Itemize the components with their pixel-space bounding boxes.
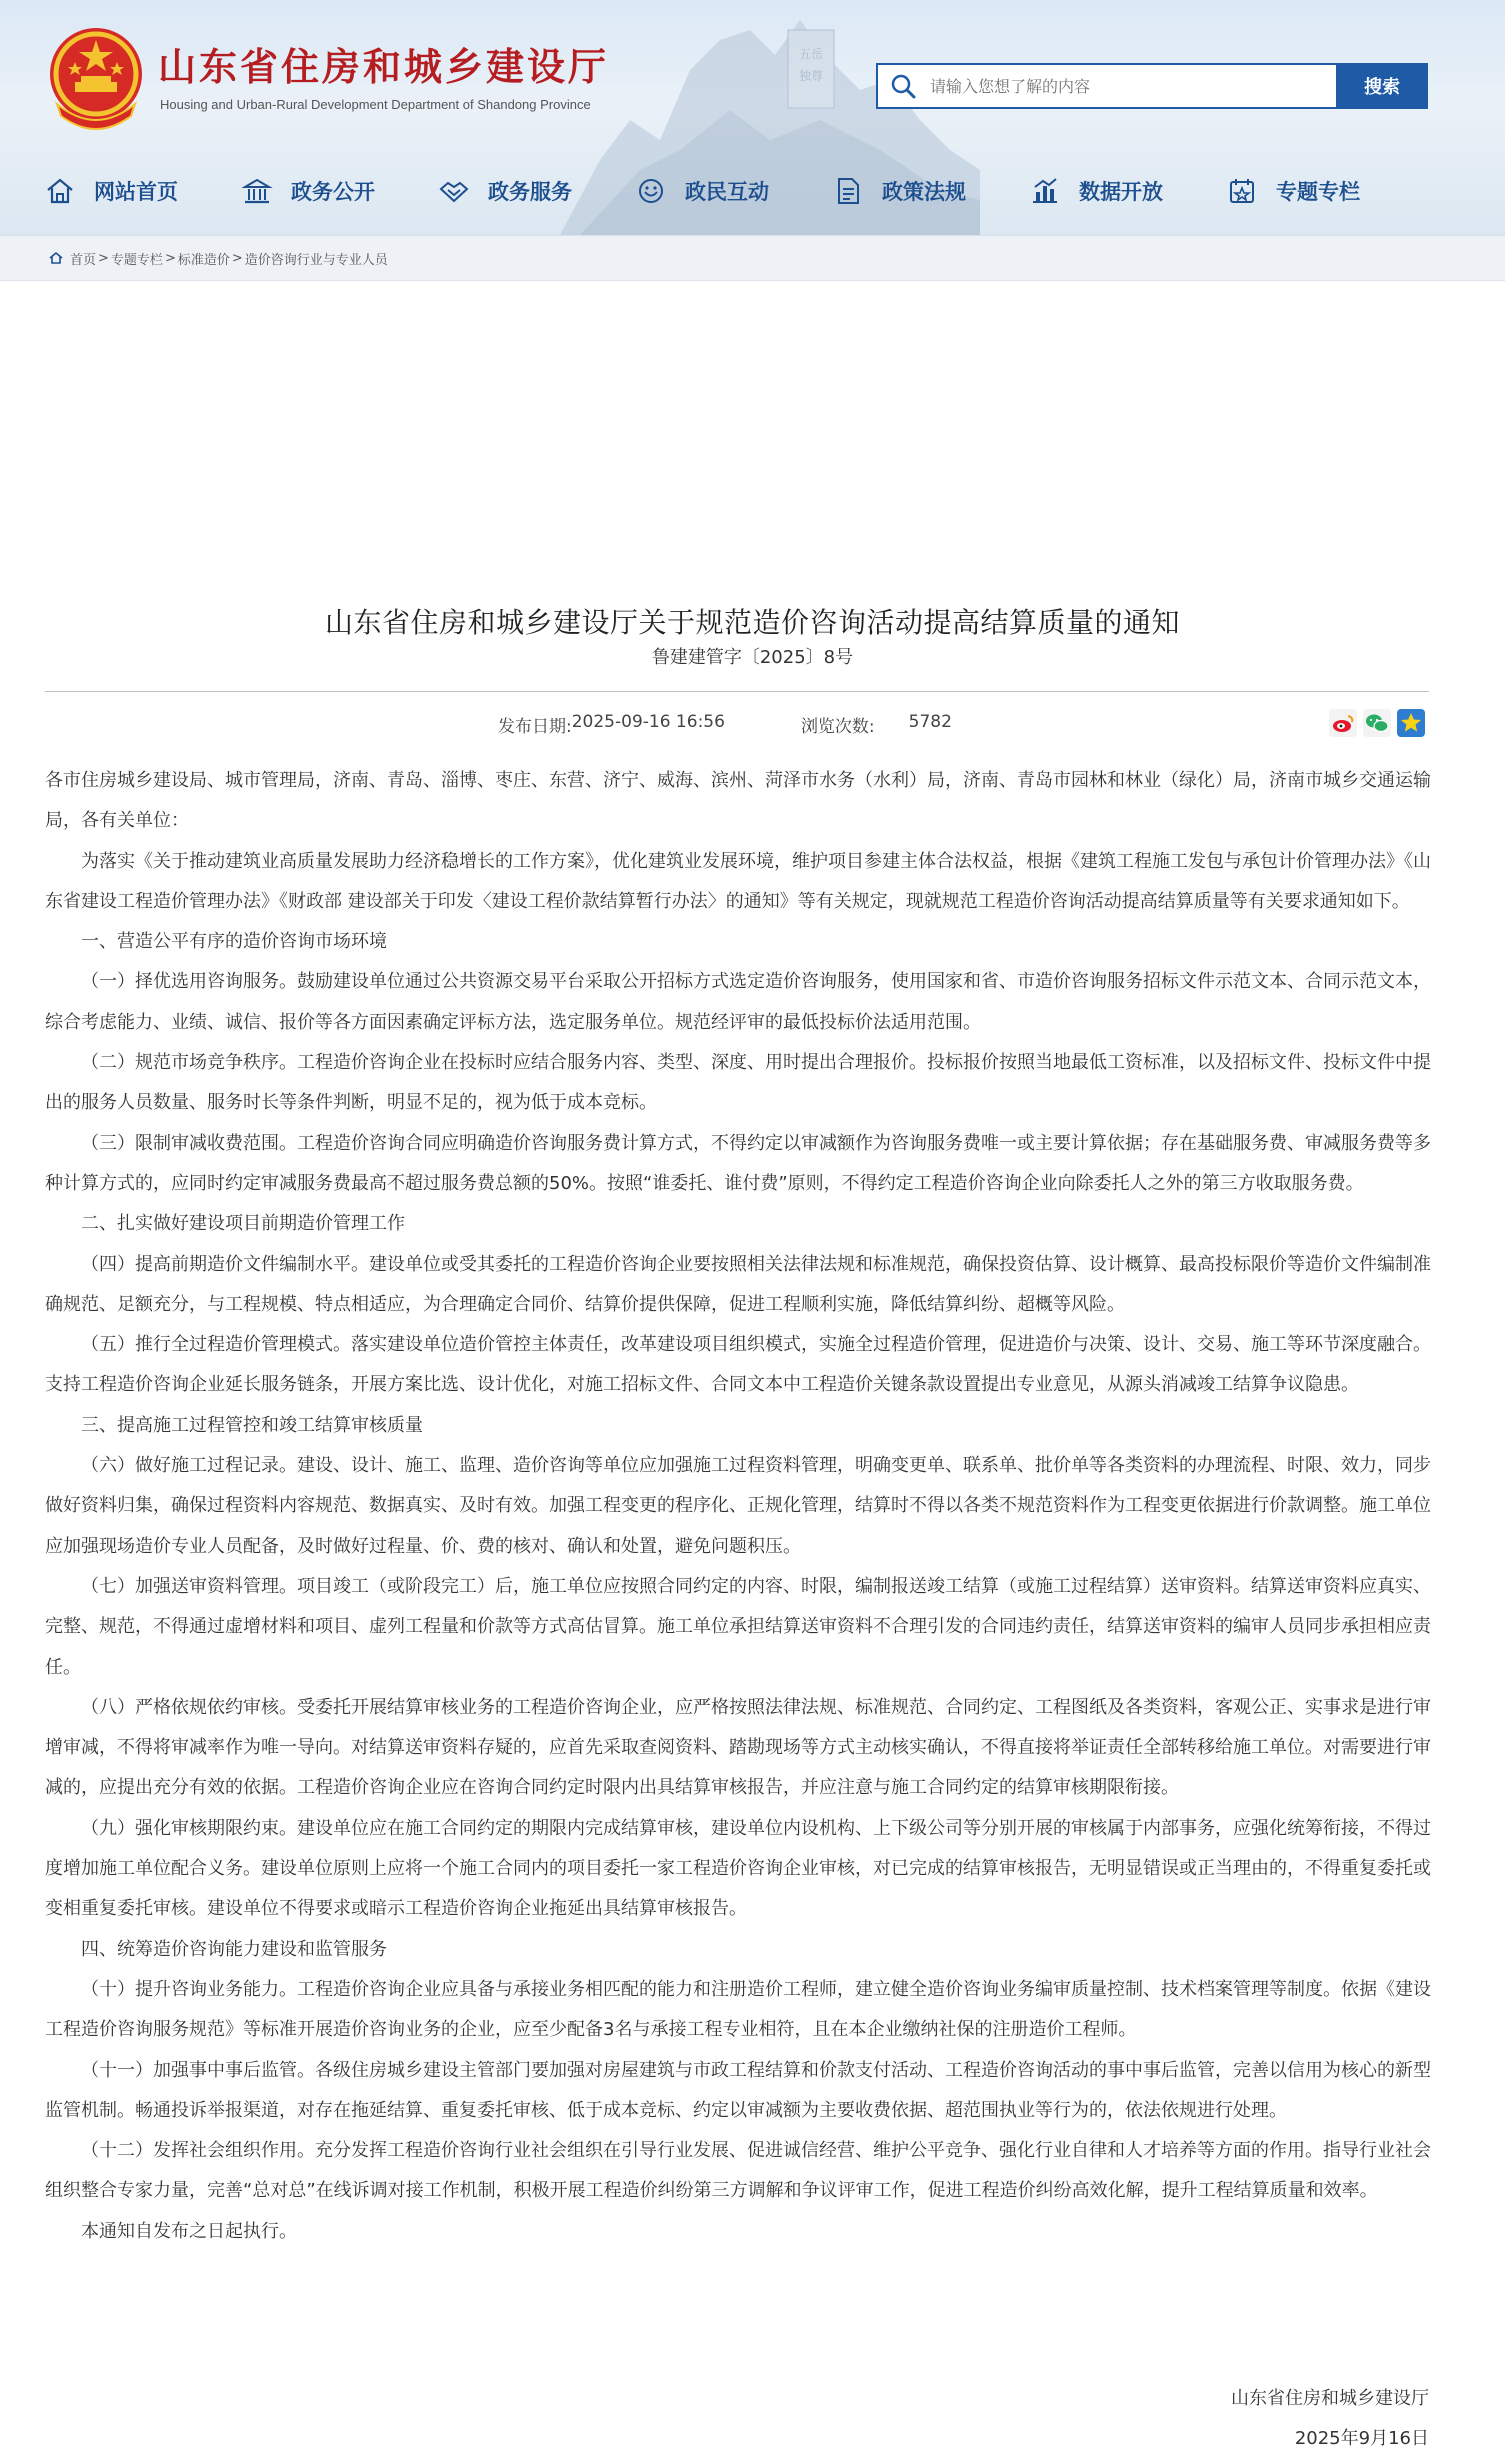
search-input[interactable] — [928, 65, 1336, 107]
main-nav — [40, 168, 1419, 214]
closing-paragraph: 本通知自发布之日起执行。 — [81, 2220, 297, 2242]
salutation-paragraph: 各市住房城乡建设局、城市管理局，济南、青岛、淄博、枣庄、东营、济宁、威海、滨州、菏泽市水务（水利）局，济南、青岛市园林和林业（绿化）局，济南市城乡交通运输局，各有关单位： — [45, 770, 1431, 832]
favorite-star-icon[interactable] — [1397, 709, 1425, 737]
publish-date-label: 发布日期: — [498, 717, 572, 737]
nav-item-home[interactable] — [40, 168, 237, 214]
handshake-icon — [434, 174, 474, 208]
search-box — [876, 63, 1428, 109]
national-emblem-logo — [45, 24, 147, 132]
section-heading: 四、统筹造价咨询能力建设和监管服务 — [81, 1938, 387, 1960]
search-button[interactable]: 搜索 — [1336, 63, 1428, 109]
publish-date: 2025-09-16 16:56 — [571, 712, 725, 732]
breadcrumb-separator: > — [98, 250, 109, 266]
body-paragraph: （二）规范市场竞争秩序。工程造价咨询企业在投标时应结合服务内容、类型、深度、用时提出合理报价。投标报价按照当地最低工资标准，以及招标文件、投标文件中提出的服务人员数量、服务时长等条件判断，明显不足的，视为低于成本竞标。 — [45, 1052, 1431, 1114]
interaction-icon — [631, 174, 671, 208]
nav-item-open-data[interactable] — [1025, 168, 1222, 214]
nav-item-policies[interactable] — [828, 168, 1025, 214]
nav-item-label: 政策法规 — [882, 180, 966, 204]
article-body — [45, 761, 1431, 2252]
svg-text:独尊: 独尊 — [798, 69, 824, 83]
nav-item-government-affairs[interactable] — [237, 168, 434, 214]
wechat-share-icon[interactable] — [1363, 709, 1391, 737]
svg-text:五岳: 五岳 — [798, 47, 824, 61]
home-icon — [40, 174, 80, 208]
article-title: 山东省住房和城乡建设厅关于规范造价咨询活动提高结算质量的通知 — [324, 606, 1180, 639]
nav-item-label: 政务服务 — [488, 180, 572, 204]
breadcrumb-link-standard-cost[interactable]: 标准造价 — [177, 252, 230, 268]
topic-icon — [1222, 174, 1262, 208]
views-count: 5782 — [908, 712, 952, 732]
nav-item-public-interaction[interactable] — [631, 168, 828, 214]
site-header — [0, 0, 1505, 235]
article-meta — [498, 712, 952, 737]
breadcrumb-link-cost-consulting[interactable]: 造价咨询行业与专业人员 — [244, 252, 388, 268]
section-heading: 二、扎实做好建设项目前期造价管理工作 — [81, 1213, 405, 1235]
body-paragraph: （五）推行全过程造价管理模式。落实建设单位造价管控主体责任，改革建设项目组织模式，实施全过程造价管理，促进造价与决策、设计、交易、施工等环节深度融合。支持工程造价咨询企业延长服务链条，开展方案比选、设计优化，对施工招标文件、合同文本中工程造价关键条款设置提出专业意见，从源头消减竣工结算争议隐患。 — [45, 1334, 1431, 1396]
breadcrumb-separator: > — [231, 250, 243, 266]
document-number: 鲁建建管字〔2025〕8号 — [651, 647, 854, 668]
building-icon — [237, 174, 277, 208]
body-paragraph: （九）强化审核期限约束。建设单位应在施工合同约定的期限内完成结算审核，建设单位内设机构、上下级公司等分别开展的审核属于内部事务，应强化统筹衔接，不得过度增加施工单位配合义务。建设单位原则上应将一个施工合同内的项目委托一家工程造价咨询企业审核，对已完成的结算审核报告，无明显错误或正当理由的，不得重复委托或变相重复委托审核。建设单位不得要求或暗示工程造价咨询企业拖延出具结算审核报告。 — [45, 1817, 1431, 1920]
search-icon — [878, 73, 928, 99]
document-icon — [828, 174, 868, 208]
breadcrumb-link-special-topics[interactable]: 专题专栏 — [110, 252, 163, 268]
section-heading: 一、营造公平有序的造价咨询市场环境 — [81, 931, 387, 953]
weibo-share-icon[interactable] — [1329, 709, 1357, 737]
nav-item-label: 专题专栏 — [1276, 180, 1360, 204]
signature-organization: 山东省住房和城乡建设厅 — [1231, 2388, 1429, 2409]
body-paragraph: （八）严格依规依约审核。受委托开展结算审核业务的工程造价咨询企业，应严格按照法律法规、标准规范、合同约定、工程图纸及各类资料，客观公正、实事求是进行审增审减，不得将审减率作为唯一导向。对结算送审资料存疑的，应首先采取查阅资料、踏勘现场等方式主动核实确认，不得直接将举证责任全部转移给施工单位。对需要进行审减的，应提出充分有效的依据。工程造价咨询企业应在咨询合同约定时限内出具结算审核报告，并应注意与施工合同约定的结算审核期限衔接。 — [45, 1696, 1431, 1799]
nav-item-label: 数据开放 — [1079, 180, 1163, 204]
body-paragraph: （三）限制审减收费范围。工程造价咨询合同应明确造价咨询服务费计算方式，不得约定以审减额作为咨询服务费唯一或主要计算依据；存在基础服务费、审减服务费等多种计算方式的，应同时约定审减服务费最高不超过服务费总额的50%。按照“谁委托、谁付费”原则，不得约定工程造价咨询企业向除委托人之外的第三方收取服务费。 — [45, 1132, 1431, 1194]
views-label: 浏览次数: — [800, 717, 875, 737]
body-paragraph: （十）提升咨询业务能力。工程造价咨询企业应具备与承接业务相匹配的能力和注册造价工程师，建立健全造价咨询业务编审质量控制、技术档案管理等制度。依据《建设工程造价咨询服务规范》等标准开展造价咨询业务的企业，应至少配备3名与承接工程专业相符，且在本企业缴纳社保的注册造价工程师。 — [45, 1978, 1431, 2041]
breadcrumb-link-home[interactable]: 首页 — [70, 252, 97, 268]
chart-icon — [1025, 174, 1065, 208]
nav-item-special-topics[interactable] — [1222, 168, 1419, 214]
breadcrumb-separator: > — [164, 250, 176, 266]
home-icon — [48, 250, 64, 266]
nav-item-label: 政务公开 — [291, 180, 375, 204]
nav-item-label: 政民互动 — [685, 180, 769, 204]
body-paragraph: （六）做好施工过程记录。建设、设计、施工、监理、造价咨询等单位应加强施工过程资料管理，明确变更单、联系单、批价单等各类资料的办理流程、时限、效力，同步做好资料归集，确保过程资料内容规范、数据真实、及时有效。加强工程变更的程序化、正规化管理，结算时不得以各类不规范资料作为工程变更依据进行价款调整。施工单位应加强现场造价专业人员配备，及时做好过程量、价、费的核对、确认和处置，避免问题积压。 — [45, 1455, 1431, 1557]
signature-date: 2025年9月16日 — [1294, 2428, 1429, 2449]
body-paragraph: （七）加强送审资料管理。项目竣工（或阶段完工）后，施工单位应按照合同约定的内容、时限，编制报送竣工结算（或施工过程结算）送审资料。结算送审资料应真实、完整、规范，不得通过虚增材料和项目、虚列工程量和价款等方式高估冒算。施工单位承担结算送审资料不合理引发的合同违约责任，结算送审资料的编审人员同步承担相应责任。 — [45, 1575, 1431, 1678]
breadcrumb — [0, 235, 1505, 281]
nav-item-government-services[interactable] — [434, 168, 631, 214]
intro-paragraph: 为落实《关于推动建筑业高质量发展助力经济稳增长的工作方案》，优化建筑业发展环境，维护项目参建主体合法权益，根据《建筑工程施工发包与承包计价管理办法》《山东省建设工程造价管理办法》《财政部 建设部关于印发〈建设工程价款结算暂行办法〉的通知》等有关规定，现就规范工程造价咨询活动提高结算质量等有关要求通知如下。 — [45, 850, 1431, 912]
body-paragraph: （十二）发挥社会组织作用。充分发挥工程造价咨询行业社会组织在引导行业发展、促进诚信经营、维护公平竞争、强化行业自律和人才培养等方面的作用。指导行业社会组织整合专家力量，完善“总对总”在线诉调对接工作机制，积极开展工程造价纠纷第三方调解和争议评审工作，促进工程造价纠纷高效化解，提升工程结算质量和效率。 — [45, 2140, 1431, 2202]
title-divider — [45, 691, 1429, 692]
site-title: 山东省住房和城乡建设厅 — [158, 45, 610, 89]
share-buttons — [1329, 709, 1425, 737]
body-paragraph: （十一）加强事中事后监管。各级住房城乡建设主管部门要加强对房屋建筑与市政工程结算和价款支付活动、工程造价咨询活动的事中事后监管，完善以信用为核心的新型监管机制。畅通投诉举报渠道，对存在拖延结算、重复委托审核、低于成本竞标、约定以审减额为主要收费依据、超范围执业等行为的，依法依规进行处理。 — [45, 2059, 1431, 2121]
nav-item-label: 网站首页 — [94, 180, 178, 204]
site-subtitle: Housing and Urban-Rural Development Department of Shandong Province — [160, 97, 591, 112]
body-paragraph: （一）择优选用咨询服务。鼓励建设单位通过公共资源交易平台采取公开招标方式选定造价咨询服务，使用国家和省、市造价咨询服务招标文件示范文本、合同示范文本，综合考虑能力、业绩、诚信、报价等各方面因素确定评标方法，选定服务单位。规范经评审的最低投标价法适用范围。 — [45, 971, 1431, 1033]
section-heading: 三、提高施工过程管控和竣工结算审核质量 — [81, 1414, 423, 1436]
body-paragraph: （四）提高前期造价文件编制水平。建设单位或受其委托的工程造价咨询企业要按照相关法律法规和标准规范，确保投资估算、设计概算、最高投标限价等造价文件编制准确规范、足额充分，与工程规模、特点相适应，为合理确定合同价、结算价提供保障，促进工程顺利实施，降低结算纠纷、超概等风险。 — [45, 1253, 1431, 1315]
